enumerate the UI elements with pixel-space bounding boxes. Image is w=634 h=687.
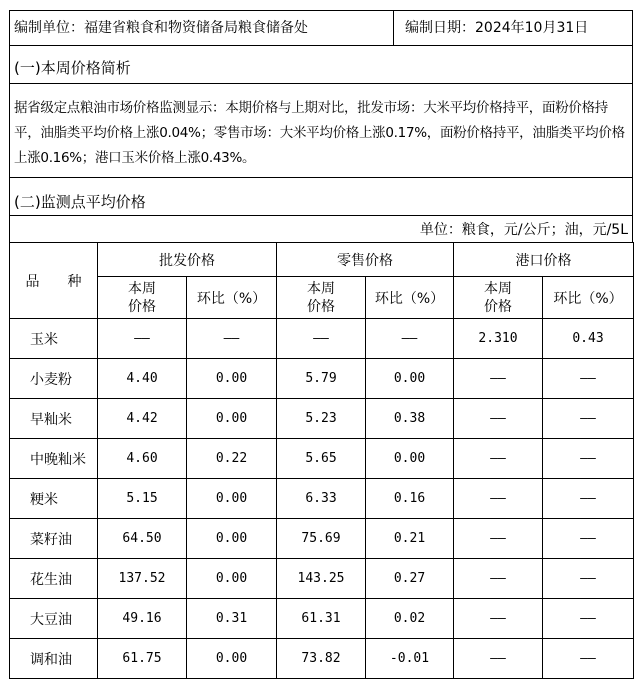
- table-body: [10, 319, 634, 679]
- wholesale-ratio-cell: 0.00: [187, 559, 277, 599]
- wholesale-ratio-cell: 0.00: [187, 479, 277, 519]
- retail-ratio-header: 环比（%）: [366, 277, 454, 319]
- retail-ratio-cell: 0.02: [366, 599, 454, 639]
- port-price-cell: ——: [454, 599, 543, 639]
- table-row: [10, 559, 634, 599]
- section1-title-row: [9, 46, 633, 84]
- wholesale-price-cell: 4.60: [98, 439, 187, 479]
- unit-note: 单位：粮食，元/公斤；油，元/5L: [419, 222, 628, 238]
- wholesale-ratio-cell: ——: [187, 319, 277, 359]
- wholesale-ratio-cell: 0.00: [187, 359, 277, 399]
- port-price-cell: ——: [454, 559, 543, 599]
- port-ratio-cell: ——: [543, 559, 634, 599]
- port-ratio-header: 环比（%）: [543, 277, 634, 319]
- sub-header-row: [10, 277, 634, 319]
- wholesale-price-cell: 61.75: [98, 639, 187, 679]
- wholesale-ratio-cell: 0.00: [187, 519, 277, 559]
- variety-cell: 玉米: [10, 319, 98, 359]
- port-price-cell: ——: [454, 439, 543, 479]
- table-row: [10, 519, 634, 559]
- variety-cell: 大豆油: [10, 599, 98, 639]
- wholesale-price-cell: 64.50: [98, 519, 187, 559]
- port-price-cell: ——: [454, 399, 543, 439]
- price-table-wrapper: [9, 242, 633, 686]
- wholesale-ratio-cell: 0.00: [187, 639, 277, 679]
- retail-ratio-cell: ——: [366, 319, 454, 359]
- table-row: [10, 599, 634, 639]
- section1-title: (一)本周价格简析: [14, 59, 131, 77]
- port-ratio-cell: ——: [543, 519, 634, 559]
- wholesale-price-cell: ——: [98, 319, 187, 359]
- wholesale-price-cell: 4.42: [98, 399, 187, 439]
- retail-price-header: 本周价格: [277, 277, 366, 319]
- port-price-cell: ——: [454, 359, 543, 399]
- table-row: [10, 479, 634, 519]
- compile-date: 编制日期：2024年10月31日: [405, 20, 589, 36]
- wholesale-price-cell: 5.15: [98, 479, 187, 519]
- port-price-cell: ——: [454, 479, 543, 519]
- price-table: [9, 242, 634, 679]
- table-row: [10, 439, 634, 479]
- wholesale-price-cell: 4.40: [98, 359, 187, 399]
- port-price-header: 本周价格: [454, 277, 543, 319]
- wholesale-ratio-cell: 0.00: [187, 399, 277, 439]
- retail-ratio-cell: 0.00: [366, 439, 454, 479]
- section2-title: (二)监测点平均价格: [14, 193, 146, 211]
- wholesale-price-header: 本周价格: [98, 277, 187, 319]
- retail-ratio-cell: -0.01: [366, 639, 454, 679]
- header-divider: [393, 11, 394, 45]
- port-price-cell: ——: [454, 639, 543, 679]
- table-row: [10, 319, 634, 359]
- retail-ratio-cell: 0.00: [366, 359, 454, 399]
- wholesale-ratio-header: 环比（%）: [187, 277, 277, 319]
- analysis-paragraph: 据省级定点粮油市场价格监测显示：本期价格与上期对比，批发市场：大米平均价格持平，面粉价格持平，油脂类平均价格上涨0.04%；零售市场：大米平均价格上涨0.17%，面粉价格持平，油脂类平均价格上涨0.16%；港口玉米价格上涨0.43%。: [14, 100, 625, 166]
- variety-cell: 花生油: [10, 559, 98, 599]
- port-header: 港口价格: [454, 243, 634, 277]
- wholesale-ratio-cell: 0.31: [187, 599, 277, 639]
- retail-price-cell: 5.65: [277, 439, 366, 479]
- wholesale-ratio-cell: 0.22: [187, 439, 277, 479]
- wholesale-header: 批发价格: [98, 243, 277, 277]
- retail-ratio-cell: 0.16: [366, 479, 454, 519]
- port-ratio-cell: ——: [543, 599, 634, 639]
- table-row: [10, 639, 634, 679]
- wholesale-price-cell: 49.16: [98, 599, 187, 639]
- port-ratio-cell: ——: [543, 479, 634, 519]
- variety-cell: 粳米: [10, 479, 98, 519]
- port-price-cell: 2.310: [454, 319, 543, 359]
- table-row: [10, 359, 634, 399]
- retail-price-cell: 6.33: [277, 479, 366, 519]
- retail-header: 零售价格: [277, 243, 454, 277]
- table-row: [10, 399, 634, 439]
- retail-price-cell: ——: [277, 319, 366, 359]
- retail-ratio-cell: 0.21: [366, 519, 454, 559]
- analysis-paragraph-box: [9, 84, 633, 178]
- header-row: [9, 10, 633, 46]
- variety-header: 品 种: [10, 243, 98, 319]
- variety-cell: 早籼米: [10, 399, 98, 439]
- port-ratio-cell: ——: [543, 399, 634, 439]
- compiling-unit: 编制单位：福建省粮食和物资储备局粮食储备处: [14, 20, 308, 36]
- variety-cell: 小麦粉: [10, 359, 98, 399]
- port-price-cell: ——: [454, 519, 543, 559]
- retail-ratio-cell: 0.27: [366, 559, 454, 599]
- retail-ratio-cell: 0.38: [366, 399, 454, 439]
- section2-title-row: [9, 178, 633, 216]
- group-header-row: [10, 243, 634, 277]
- retail-price-cell: 143.25: [277, 559, 366, 599]
- port-ratio-cell: ——: [543, 359, 634, 399]
- retail-price-cell: 73.82: [277, 639, 366, 679]
- retail-price-cell: 61.31: [277, 599, 366, 639]
- retail-price-cell: 5.23: [277, 399, 366, 439]
- port-ratio-cell: ——: [543, 639, 634, 679]
- port-ratio-cell: ——: [543, 439, 634, 479]
- port-ratio-cell: 0.43: [543, 319, 634, 359]
- unit-note-row: [9, 216, 633, 242]
- variety-cell: 调和油: [10, 639, 98, 679]
- retail-price-cell: 75.69: [277, 519, 366, 559]
- wholesale-price-cell: 137.52: [98, 559, 187, 599]
- retail-price-cell: 5.79: [277, 359, 366, 399]
- variety-cell: 中晚籼米: [10, 439, 98, 479]
- variety-cell: 菜籽油: [10, 519, 98, 559]
